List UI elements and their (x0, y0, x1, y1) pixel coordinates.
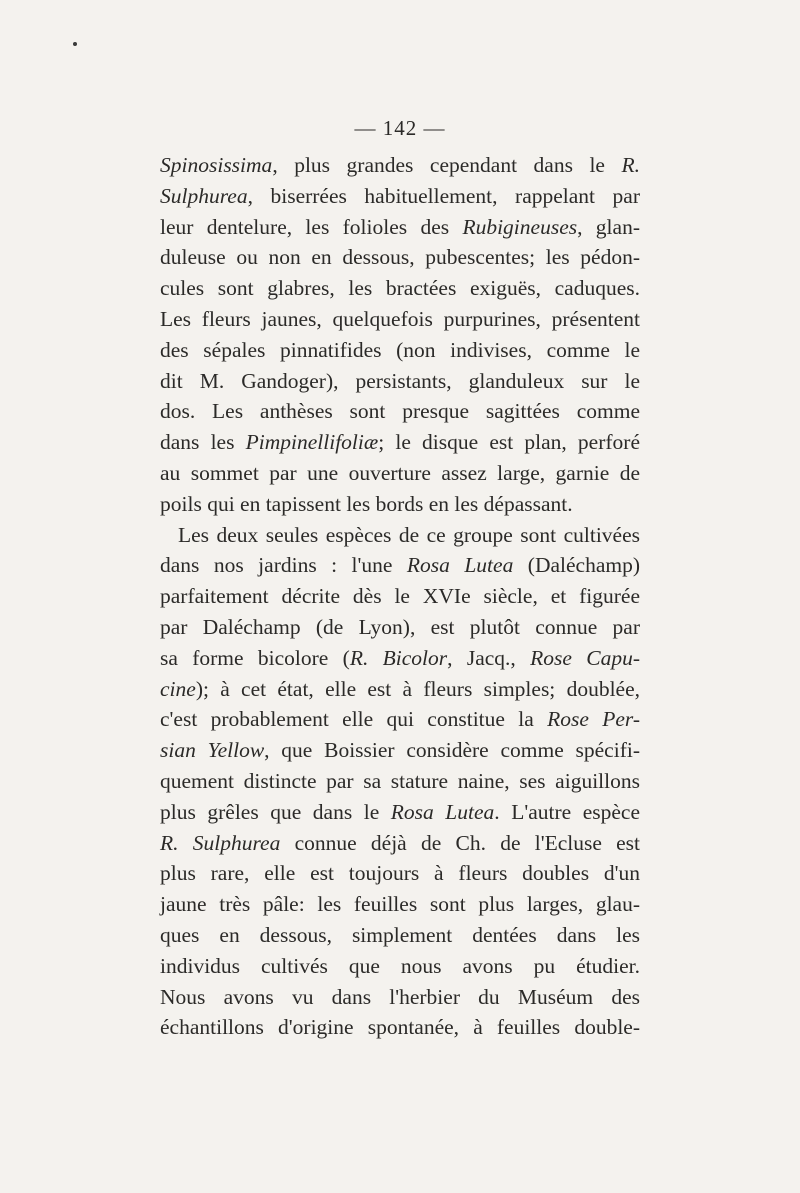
text-line (160, 704, 640, 735)
text-line (160, 951, 640, 982)
text-line (160, 766, 640, 797)
text-run: dans nos jardins : l'une (160, 553, 407, 578)
text-run: . L'autre espèce (494, 799, 640, 824)
text-line (160, 858, 640, 889)
text-run: , biserrées habituellement, rappelant par (247, 183, 640, 208)
italic-run: R. Sulphurea (160, 830, 281, 855)
ink-speck (73, 42, 77, 46)
text-run: c'est probablement elle qui constitue la (160, 707, 548, 732)
text-line (160, 366, 640, 397)
italic-run: Rubigineuses (462, 214, 578, 239)
text-line (160, 150, 640, 181)
text-run: leur dentelure, les folioles des (160, 214, 463, 239)
text-run: dans les (160, 430, 246, 455)
text-run: , Jacq., (447, 645, 531, 670)
text-run: ; le disque est plan, perforé (378, 430, 640, 455)
text-line (160, 674, 640, 705)
text-run: dos. Les anthèses sont presque sagittées comme (160, 399, 640, 424)
text-run: plus grêles que dans le (160, 799, 391, 824)
text-line (160, 335, 640, 366)
text-run: quement distincte par sa stature naine, ses aiguillons (160, 768, 640, 793)
text-run: échantillons d'origine spontanée, à feuilles double- (160, 1015, 640, 1040)
text-line (160, 889, 640, 920)
text-run: , que Boissier considère comme spécifi- (264, 738, 640, 763)
italic-run: Rose Per- (547, 707, 640, 732)
italic-run: R. (621, 153, 640, 177)
text-run: au sommet par une ouverture assez large, garnie de (160, 460, 640, 485)
text-run: plus rare, elle est toujours à fleurs doubles d'un (160, 861, 640, 886)
text-line (160, 489, 640, 520)
text-line (160, 612, 640, 643)
text-line (160, 304, 640, 335)
text-line (160, 396, 640, 427)
text-line (160, 273, 640, 304)
text-run: cules sont glabres, les bractées exiguës, caduques. (160, 276, 640, 301)
text-run: ques en dessous, simplement dentées dans les (160, 922, 640, 947)
text-run: dit M. Gandoger), persistants, glanduleux sur le (160, 368, 640, 393)
text-line (160, 520, 640, 551)
text-run: parfaitement décrite dès le XVIe siècle, et figurée (160, 584, 640, 609)
text-line (160, 797, 640, 828)
text-line (160, 427, 640, 458)
text-run: des sépales pinnatifides (non indivises, comme le (160, 337, 640, 362)
text-line (160, 735, 640, 766)
text-line (160, 828, 640, 859)
text-run: Les fleurs jaunes, quelquefois purpurines, présentent (160, 306, 640, 331)
text-run: par Daléchamp (de Lyon), est plutôt connue par (160, 614, 640, 639)
text-run: , glan- (577, 214, 640, 239)
text-line (160, 920, 640, 951)
text-line (160, 643, 640, 674)
text-run: , plus grandes cependant dans le (272, 153, 622, 177)
text-run: poils qui en tapissent les bords en les dépassant. (160, 491, 573, 516)
text-line (160, 181, 640, 212)
text-line (160, 1012, 640, 1043)
italic-run: Rose Capu- (530, 645, 641, 670)
text-run: sa forme bicolore ( (160, 645, 350, 670)
italic-run: Sulphurea (160, 183, 248, 208)
text-run: (Daléchamp) (513, 553, 641, 578)
text-line (160, 581, 640, 612)
text-line (160, 458, 640, 489)
text-run: individus cultivés que nous avons pu étudier. (160, 953, 640, 978)
italic-run: cine (160, 676, 196, 701)
text-run: jaune très pâle: les feuilles sont plus larges, glau- (160, 892, 640, 917)
body-text (160, 150, 640, 1043)
text-line (160, 550, 640, 581)
italic-run: sian Yellow (160, 738, 265, 763)
text-line (160, 242, 640, 273)
text-line (160, 212, 640, 243)
page-number: — 142 — (354, 116, 446, 140)
italic-run: R. Bicolor (349, 645, 448, 670)
text-run: Nous avons vu dans l'herbier du Muséum des (160, 984, 640, 1009)
text-run: ); à cet état, elle est à fleurs simples; doublée, (195, 676, 640, 701)
italic-run: Spinosissima (160, 153, 273, 177)
italic-run: Rosa Lutea (406, 553, 514, 578)
text-run: duleuse ou non en dessous, pubescentes; les pédon- (160, 245, 640, 270)
italic-run: Rosa Lutea (390, 799, 495, 824)
text-run: connue déjà de Ch. de l'Ecluse est (280, 830, 641, 855)
text-line (160, 982, 640, 1013)
text-run: Les deux seules espèces de ce groupe sont cultivées (178, 522, 640, 547)
italic-run: Pimpinellifoliæ (245, 430, 379, 455)
